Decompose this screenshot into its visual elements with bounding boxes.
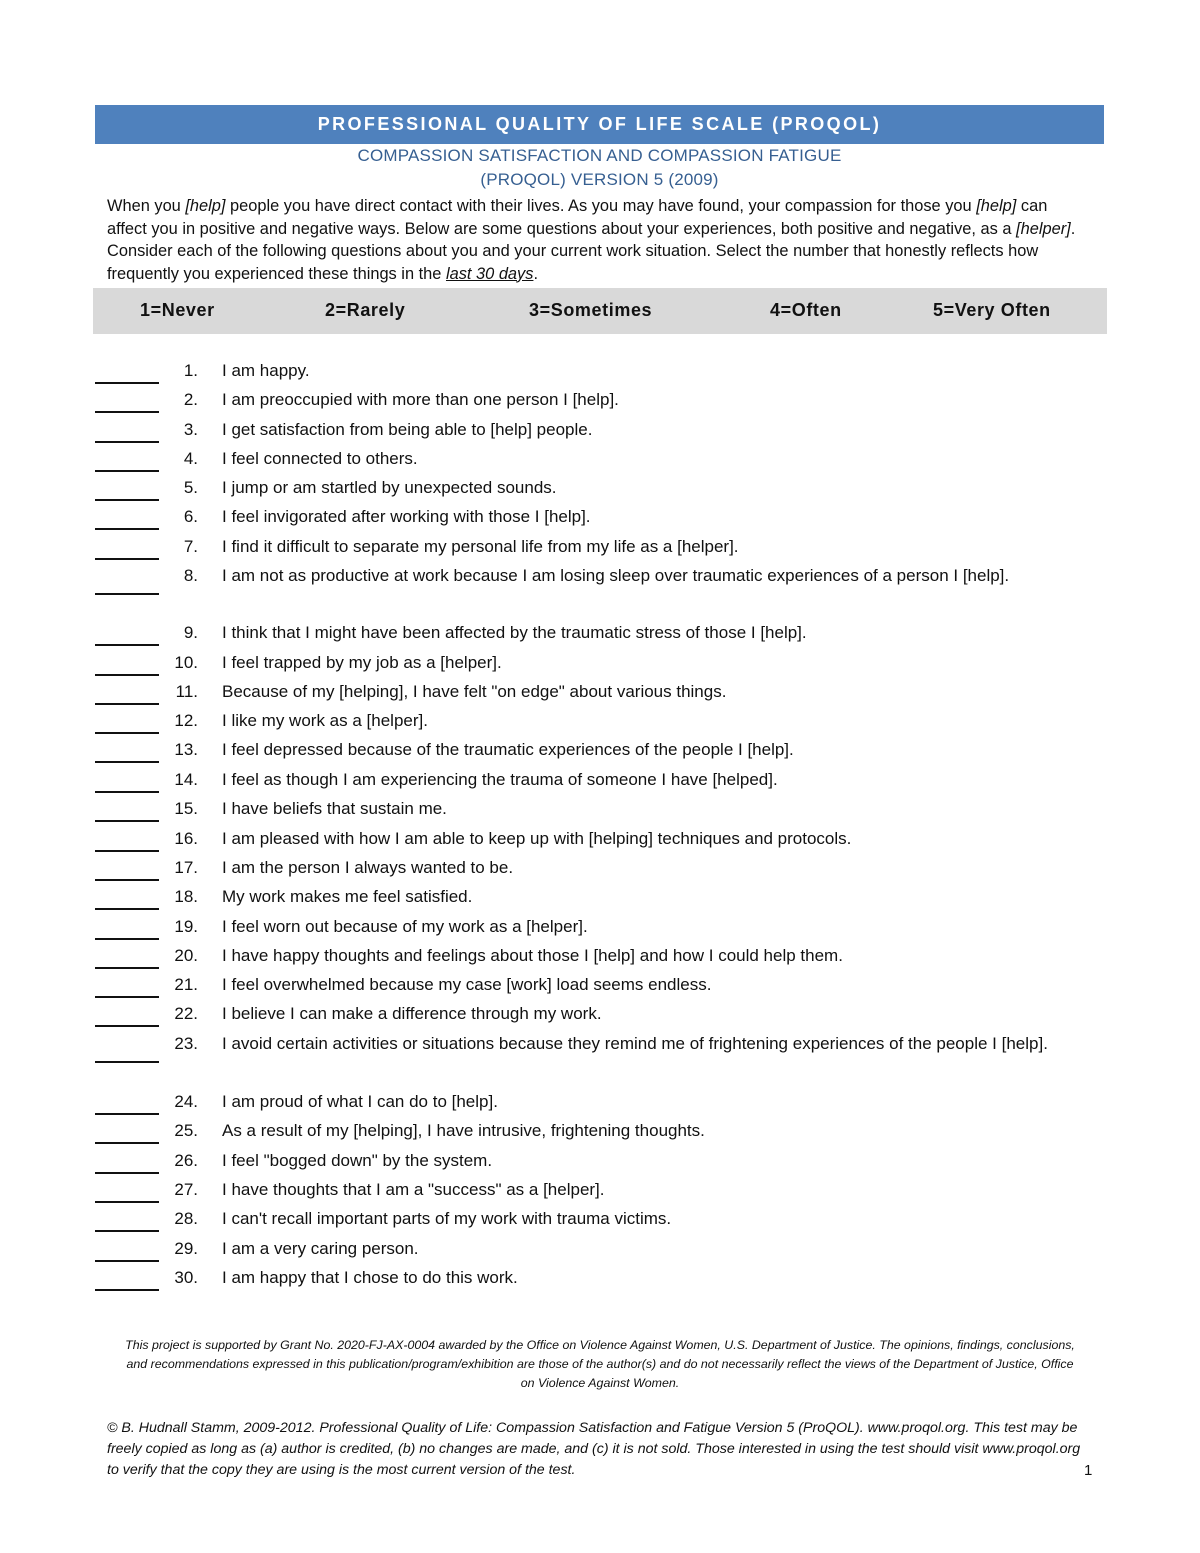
question-text: I believe I can make a difference through my work. <box>222 1004 602 1023</box>
question-number: 30. <box>174 1268 198 1287</box>
answer-blank[interactable] <box>95 593 159 595</box>
question-number: 21. <box>174 975 198 994</box>
question-number: 11. <box>175 682 198 701</box>
copyright-notice: © B. Hudnall Stamm, 2009-2012. Professional Quality of Life: Compassion Satisfaction and Fatigue Version 5 (ProQOL). www.proqol.org. This test may be freely copied as long as (a) author is credited, (b) no changes are made, and (c) it is not sold. Those interested in using the test should visit www.proqol.org to verify that the copy they are using is the most current version of the test. <box>107 1420 1081 1478</box>
question-number: 6. <box>183 507 198 526</box>
scale-sometimes: 3=Sometimes <box>529 300 653 320</box>
intro-help-term: [help] <box>976 197 1017 215</box>
page-number: 1 <box>1084 1462 1093 1479</box>
question-text: I feel depressed because of the traumatic experiences of the people I [help]. <box>222 740 794 759</box>
question-number: 26. <box>174 1151 198 1170</box>
scale-often: 4=Often <box>770 300 842 320</box>
question-text: I am not as productive at work because I am losing sleep over traumatic experiences of a person I [help]. <box>222 566 1010 585</box>
question-number: 17. <box>174 858 198 877</box>
question-number: 20. <box>174 946 198 965</box>
response-scale-legend <box>93 288 1107 334</box>
question-number: 10. <box>174 653 198 672</box>
question-text: I have beliefs that sustain me. <box>222 799 447 818</box>
question-number: 4. <box>183 449 198 468</box>
question-text: I feel overwhelmed because my case [work] load seems endless. <box>222 975 712 994</box>
question-number: 14. <box>174 770 198 789</box>
scale-never: 1=Never <box>140 300 215 320</box>
question-text: I have thoughts that I am a "success" as a [helper]. <box>222 1180 605 1199</box>
question-text: I am proud of what I can do to [help]. <box>222 1092 498 1111</box>
question-number: 27. <box>174 1180 198 1199</box>
question-number: 5. <box>183 478 198 497</box>
question-text: I am preoccupied with more than one person I [help]. <box>222 390 619 409</box>
question-number: 7. <box>183 537 198 556</box>
scale-rarely: 2=Rarely <box>325 300 406 320</box>
question-number: 3. <box>183 420 198 439</box>
question-text: I feel connected to others. <box>222 449 418 468</box>
question-number: 23. <box>174 1034 198 1053</box>
question-text: I avoid certain activities or situations because they remind me of frightening experiences of the people I [help]. <box>222 1034 1048 1053</box>
question-number: 22. <box>174 1004 198 1023</box>
question-text: I can't recall important parts of my work with trauma victims. <box>222 1209 672 1228</box>
question-number: 18. <box>174 887 198 906</box>
question-text: I feel trapped by my job as a [helper]. <box>222 653 502 672</box>
question-number: 1. <box>183 361 198 380</box>
form-title-bar <box>95 105 1104 144</box>
question-number: 8. <box>183 566 198 585</box>
form-title: PROFESSIONAL QUALITY OF LIFE SCALE (PROQOL) <box>317 114 882 134</box>
intro-text: people you have direct contact with their lives. As you may have found, your compassion for those you <box>225 197 977 215</box>
question-text: My work makes me feel satisfied. <box>222 887 473 906</box>
scale-very-often: 5=Very Often <box>933 300 1051 320</box>
question-number: 24. <box>174 1092 198 1111</box>
question-text: I think that I might have been affected by the traumatic stress of those I [help]. <box>222 623 807 642</box>
question-text: I get satisfaction from being able to [help] people. <box>222 420 593 439</box>
intro-text: . Consider each of the following questions about you and your current work situation. Select the number that honestly reflects how frequently you experienced these things in the <box>107 219 1076 283</box>
question-text: I am happy that I chose to do this work. <box>222 1268 518 1287</box>
question-number: 28. <box>174 1209 198 1228</box>
answer-blank[interactable] <box>95 1061 159 1063</box>
question-text: I am the person I always wanted to be. <box>222 858 514 877</box>
question-text: I feel worn out because of my work as a [helper]. <box>222 917 588 936</box>
question-number: 29. <box>174 1239 198 1258</box>
intro-helper-term: [helper] <box>1016 219 1071 238</box>
question-number: 19. <box>174 917 198 936</box>
question-text: I like my work as a [helper]. <box>222 711 428 730</box>
question-text: I feel as though I am experiencing the trauma of someone I have [helped]. <box>222 770 778 789</box>
intro-time-period: last 30 days <box>445 264 534 283</box>
instructions-paragraph <box>107 195 1087 285</box>
question-number: 9. <box>183 623 198 642</box>
question-number: 16. <box>174 829 198 848</box>
question-text: I am a very caring person. <box>222 1239 419 1258</box>
question-text: I feel invigorated after working with those I [help]. <box>222 507 591 526</box>
intro-help-term: [help] <box>185 197 226 215</box>
question-number: 12. <box>174 711 198 730</box>
question-text: I jump or am startled by unexpected sounds. <box>222 478 557 497</box>
intro-text: . <box>533 264 538 283</box>
question-text: I am pleased with how I am able to keep up with [helping] techniques and protocols. <box>222 829 852 848</box>
question-text: Because of my [helping], I have felt "on edge" about various things. <box>222 682 727 701</box>
question-number: 13. <box>174 740 198 759</box>
intro-text: can affect you in positive and negative ways. Below are some questions about your experiences, both positive and negative, as a <box>107 197 1048 238</box>
intro-text: When you <box>107 197 186 215</box>
question-text: As a result of my [helping], I have intrusive, frightening thoughts. <box>222 1121 705 1140</box>
funding-disclaimer: This project is supported by Grant No. 2020-FJ-AX-0004 awarded by the Office on Violence Against Women, U.S. Department of Justice. The opinions, findings, conclusions, and recommendations expressed in this publication/program/exhibition are those of the author(s) and do not necessarily reflect the views of the Department of Justice, Office on Violence Against Women. <box>125 1338 1075 1390</box>
question-text: I feel "bogged down" by the system. <box>222 1151 493 1170</box>
question-text: I have happy thoughts and feelings about those I [help] and how I could help them. <box>222 946 843 965</box>
subtitle-line-2: (PROQOL) VERSION 5 (2009) <box>480 170 719 189</box>
question-number: 15. <box>174 799 198 818</box>
subtitle-line-1: COMPASSION SATISFACTION AND COMPASSION FATIGUE <box>357 146 842 165</box>
question-number: 25. <box>174 1121 198 1140</box>
question-text: I am happy. <box>222 361 310 380</box>
question-number: 2. <box>183 390 198 409</box>
question-text: I find it difficult to separate my personal life from my life as a [helper]. <box>222 537 739 556</box>
